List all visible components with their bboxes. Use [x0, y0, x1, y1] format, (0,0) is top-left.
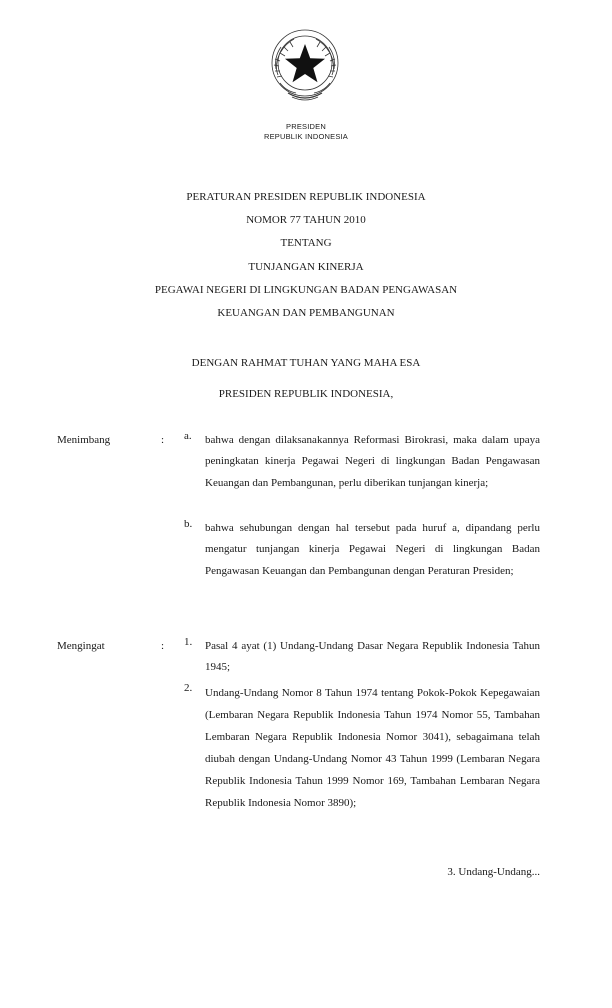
- emblem-caption-line2: REPUBLIK INDONESIA: [263, 132, 349, 141]
- title-line-5: PEGAWAI NEGERI DI LINGKUNGAN BADAN PENGAWASAN: [154, 283, 458, 296]
- title-line-6: KEUANGAN DAN PEMBANGUNAN: [217, 307, 395, 320]
- item-marker: b.: [184, 518, 193, 530]
- item-marker: 2.: [184, 682, 193, 694]
- preamble-line-1: DENGAN RAHMAT TUHAN YANG MAHA ESA: [191, 357, 421, 369]
- item-text: Undang-Undang Nomor 8 Tahun 1974 tentang Pokok-Pokok Kepegawaian (Lembaran Negara Republik Indonesia Tahun 1974 Nomor 55, Tambahan Lembaran Negara Republik Indonesia Nomor 3041), sebagaimana telah diubah dengan Undang-Undang Nomor 43 Tahun 1999 (Lembaran Negara Republik Indonesia Tahun 1999 Nomor 169, Tambahan Lembaran Negara Republik Indonesia Nomor 3890);: [205, 687, 540, 809]
- item-text: Pasal 4 ayat (1) Undang-Undang Dasar Negara Republik Indonesia Tahun 1945;: [205, 640, 540, 674]
- item-marker: a.: [184, 430, 192, 442]
- menimbang-colon: :: [161, 434, 165, 446]
- mengingat-item-2: [176, 682, 540, 814]
- title-line-1: PERATURAN PRESIDEN REPUBLIK INDONESIA: [186, 191, 426, 203]
- mengingat-colon: :: [161, 640, 165, 652]
- title-line-3: TENTANG: [280, 237, 332, 250]
- item-marker: 1.: [184, 636, 193, 648]
- regulation-title: [0, 186, 612, 325]
- mengingat-label: Mengingat: [57, 640, 105, 652]
- menimbang-item-a: [176, 430, 540, 494]
- emblem-caption-line1: PRESIDEN: [286, 122, 326, 131]
- garuda-star-emblem-icon: [266, 25, 344, 105]
- item-text: bahwa sehubungan dengan hal tersebut pada huruf a, dipandang perlu mengatur tunjangan kinerja Pegawai Negeri di lingkungan Badan Pengawasan Keuangan dan Pembangunan dengan Peraturan Presiden;: [205, 522, 540, 577]
- title-line-4: TUNJANGAN KINERJA: [248, 260, 364, 273]
- page-continuation: 3. Undang-Undang...: [447, 866, 540, 878]
- menimbang-label: Menimbang: [57, 434, 111, 446]
- preamble-line-2: PRESIDEN REPUBLIK INDONESIA,: [218, 388, 394, 400]
- item-text: bahwa dengan dilaksanakannya Reformasi Birokrasi, maka dalam upaya peningkatan kinerja Pegawai Negeri di lingkungan Badan Pengawasan Keuangan dan Pembangunan, perlu diberikan tunjangan kinerja;: [205, 434, 540, 489]
- mengingat-item-1: [176, 636, 540, 679]
- menimbang-item-b: [176, 518, 540, 582]
- title-line-2: NOMOR 77 TAHUN 2010: [246, 214, 366, 227]
